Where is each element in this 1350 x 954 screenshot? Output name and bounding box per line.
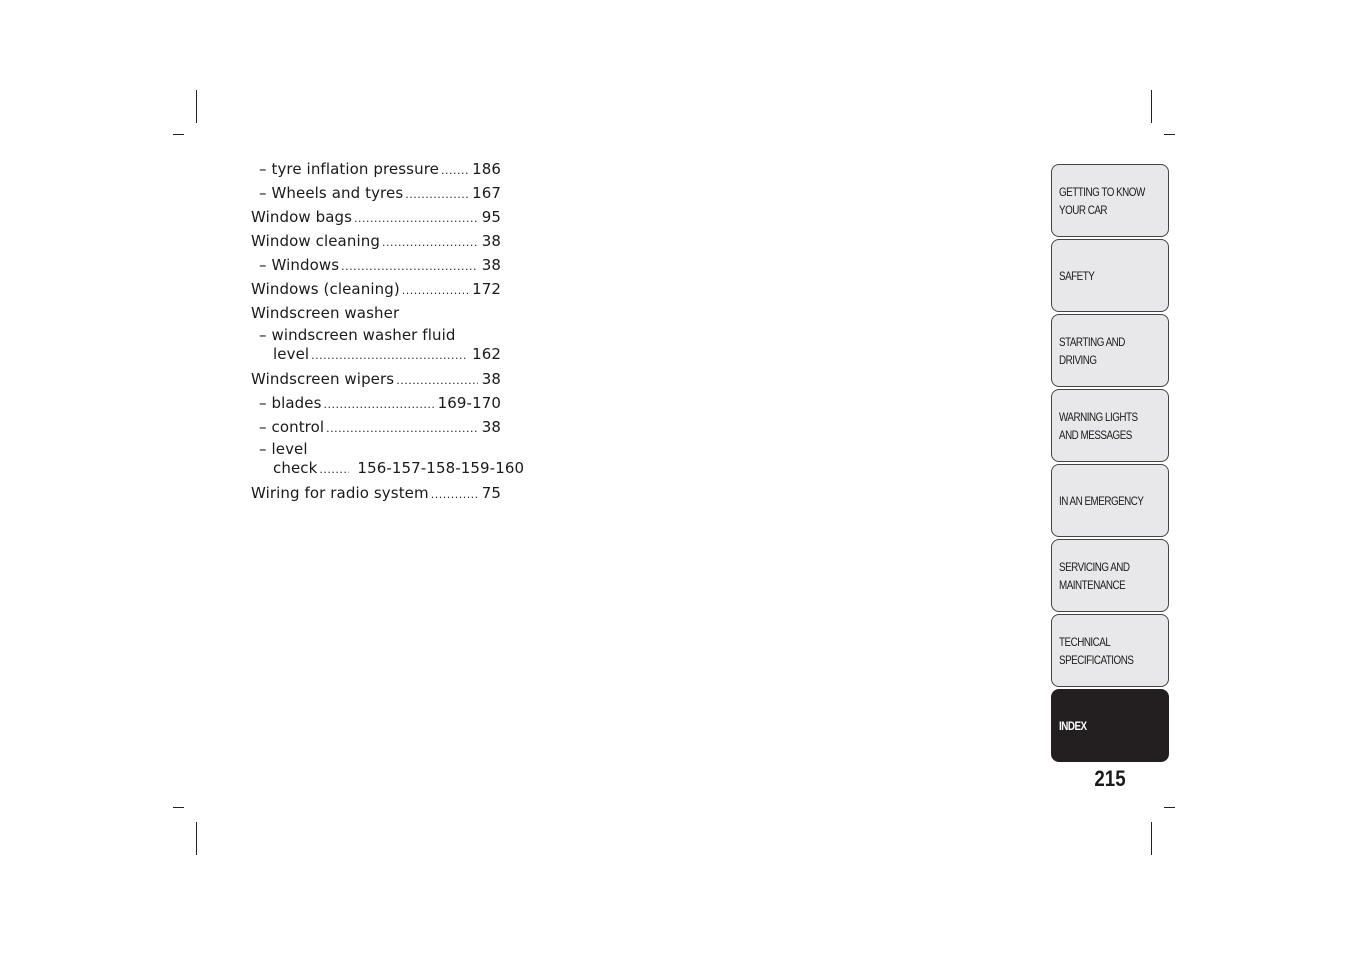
- dot-leader: [396, 368, 478, 392]
- tab-index[interactable]: [1051, 689, 1169, 762]
- tab-label: WARNING LIGHTS AND MESSAGES: [1059, 409, 1138, 442]
- tab-label: INDEX: [1059, 718, 1087, 733]
- dot-leader: [354, 206, 478, 230]
- entry-label: – control: [259, 418, 325, 436]
- index-entry: [251, 278, 501, 302]
- index-entry: [251, 482, 501, 506]
- entry-label: Windscreen wipers: [251, 370, 395, 388]
- section-tabs: [1051, 164, 1169, 764]
- tab-getting-to-know-your-car[interactable]: [1051, 164, 1169, 237]
- dot-leader: [431, 482, 478, 506]
- index-entry: [251, 416, 501, 440]
- index-entry: [251, 230, 501, 254]
- index-list: [251, 158, 525, 506]
- entry-label: – windscreen washer fluid: [259, 326, 456, 344]
- crop-mark: [1151, 822, 1152, 855]
- tab-servicing-and-maintenance[interactable]: [1051, 539, 1169, 612]
- index-entry: [251, 326, 501, 368]
- crop-mark: [196, 90, 197, 123]
- entry-label: Windscreen washer: [251, 304, 400, 322]
- tab-warning-lights-and-messages[interactable]: [1051, 389, 1169, 462]
- dot-leader: [319, 458, 349, 480]
- crop-mark: [196, 822, 197, 855]
- entry-pages: 186: [472, 160, 501, 178]
- crop-mark: [1151, 90, 1152, 123]
- entry-pages: 169-170: [437, 394, 501, 412]
- entry-label-continued: check: [273, 459, 318, 477]
- entry-pages: 156-157-158-159-160: [357, 459, 525, 477]
- index-entry: [251, 158, 501, 182]
- tab-label: IN AN EMERGENCY: [1059, 493, 1144, 508]
- entry-label: Windows (cleaning): [251, 280, 400, 298]
- entry-label: – Wheels and tyres: [259, 184, 404, 202]
- dot-leader: [311, 344, 468, 366]
- entry-pages: 162: [472, 345, 501, 363]
- index-entry: [251, 254, 501, 278]
- tab-in-an-emergency[interactable]: [1051, 464, 1169, 537]
- crop-mark: [1164, 807, 1175, 808]
- dot-leader: [402, 278, 468, 302]
- dot-leader: [441, 158, 468, 182]
- index-entry: [251, 206, 501, 230]
- tab-label: SAFETY: [1059, 268, 1095, 283]
- index-entry: [251, 182, 501, 206]
- tab-starting-and-driving[interactable]: [1051, 314, 1169, 387]
- page-number: 215: [1094, 766, 1126, 791]
- entry-pages: 75: [481, 484, 501, 502]
- entry-label: – level: [259, 440, 308, 458]
- entry-label: – blades: [259, 394, 322, 412]
- tab-label: SERVICING AND MAINTENANCE: [1059, 559, 1130, 592]
- entry-label: Window bags: [251, 208, 353, 226]
- dot-leader: [324, 392, 434, 416]
- dot-leader: [382, 230, 478, 254]
- entry-label: – Windows: [259, 256, 340, 274]
- dot-leader: [326, 416, 478, 440]
- index-entry: [251, 392, 501, 416]
- index-heading: [251, 302, 501, 326]
- entry-pages: 38: [481, 418, 501, 436]
- entry-pages: 95: [481, 208, 501, 226]
- crop-mark: [173, 807, 184, 808]
- entry-pages: 38: [481, 370, 501, 388]
- entry-pages: 38: [481, 232, 501, 250]
- entry-pages: 167: [472, 184, 501, 202]
- crop-mark: [1164, 134, 1175, 135]
- tab-label: TECHNICAL SPECIFICATIONS: [1059, 634, 1134, 667]
- index-entry: [251, 368, 501, 392]
- entry-pages: 38: [481, 256, 501, 274]
- entry-pages: 172: [472, 280, 501, 298]
- tab-label: GETTING TO KNOW YOUR CAR: [1059, 184, 1145, 217]
- entry-label: Wiring for radio system: [251, 484, 429, 502]
- entry-label-continued: level: [273, 345, 310, 363]
- dot-leader: [405, 182, 468, 206]
- index-entry: [251, 440, 525, 482]
- tab-safety[interactable]: [1051, 239, 1169, 312]
- crop-mark: [173, 134, 184, 135]
- entry-label: – tyre inflation pressure: [259, 160, 439, 178]
- tab-label: STARTING AND DRIVING: [1059, 334, 1125, 367]
- entry-label: Window cleaning: [251, 232, 380, 250]
- tab-technical-specifications[interactable]: [1051, 614, 1169, 687]
- dot-leader: [341, 254, 478, 278]
